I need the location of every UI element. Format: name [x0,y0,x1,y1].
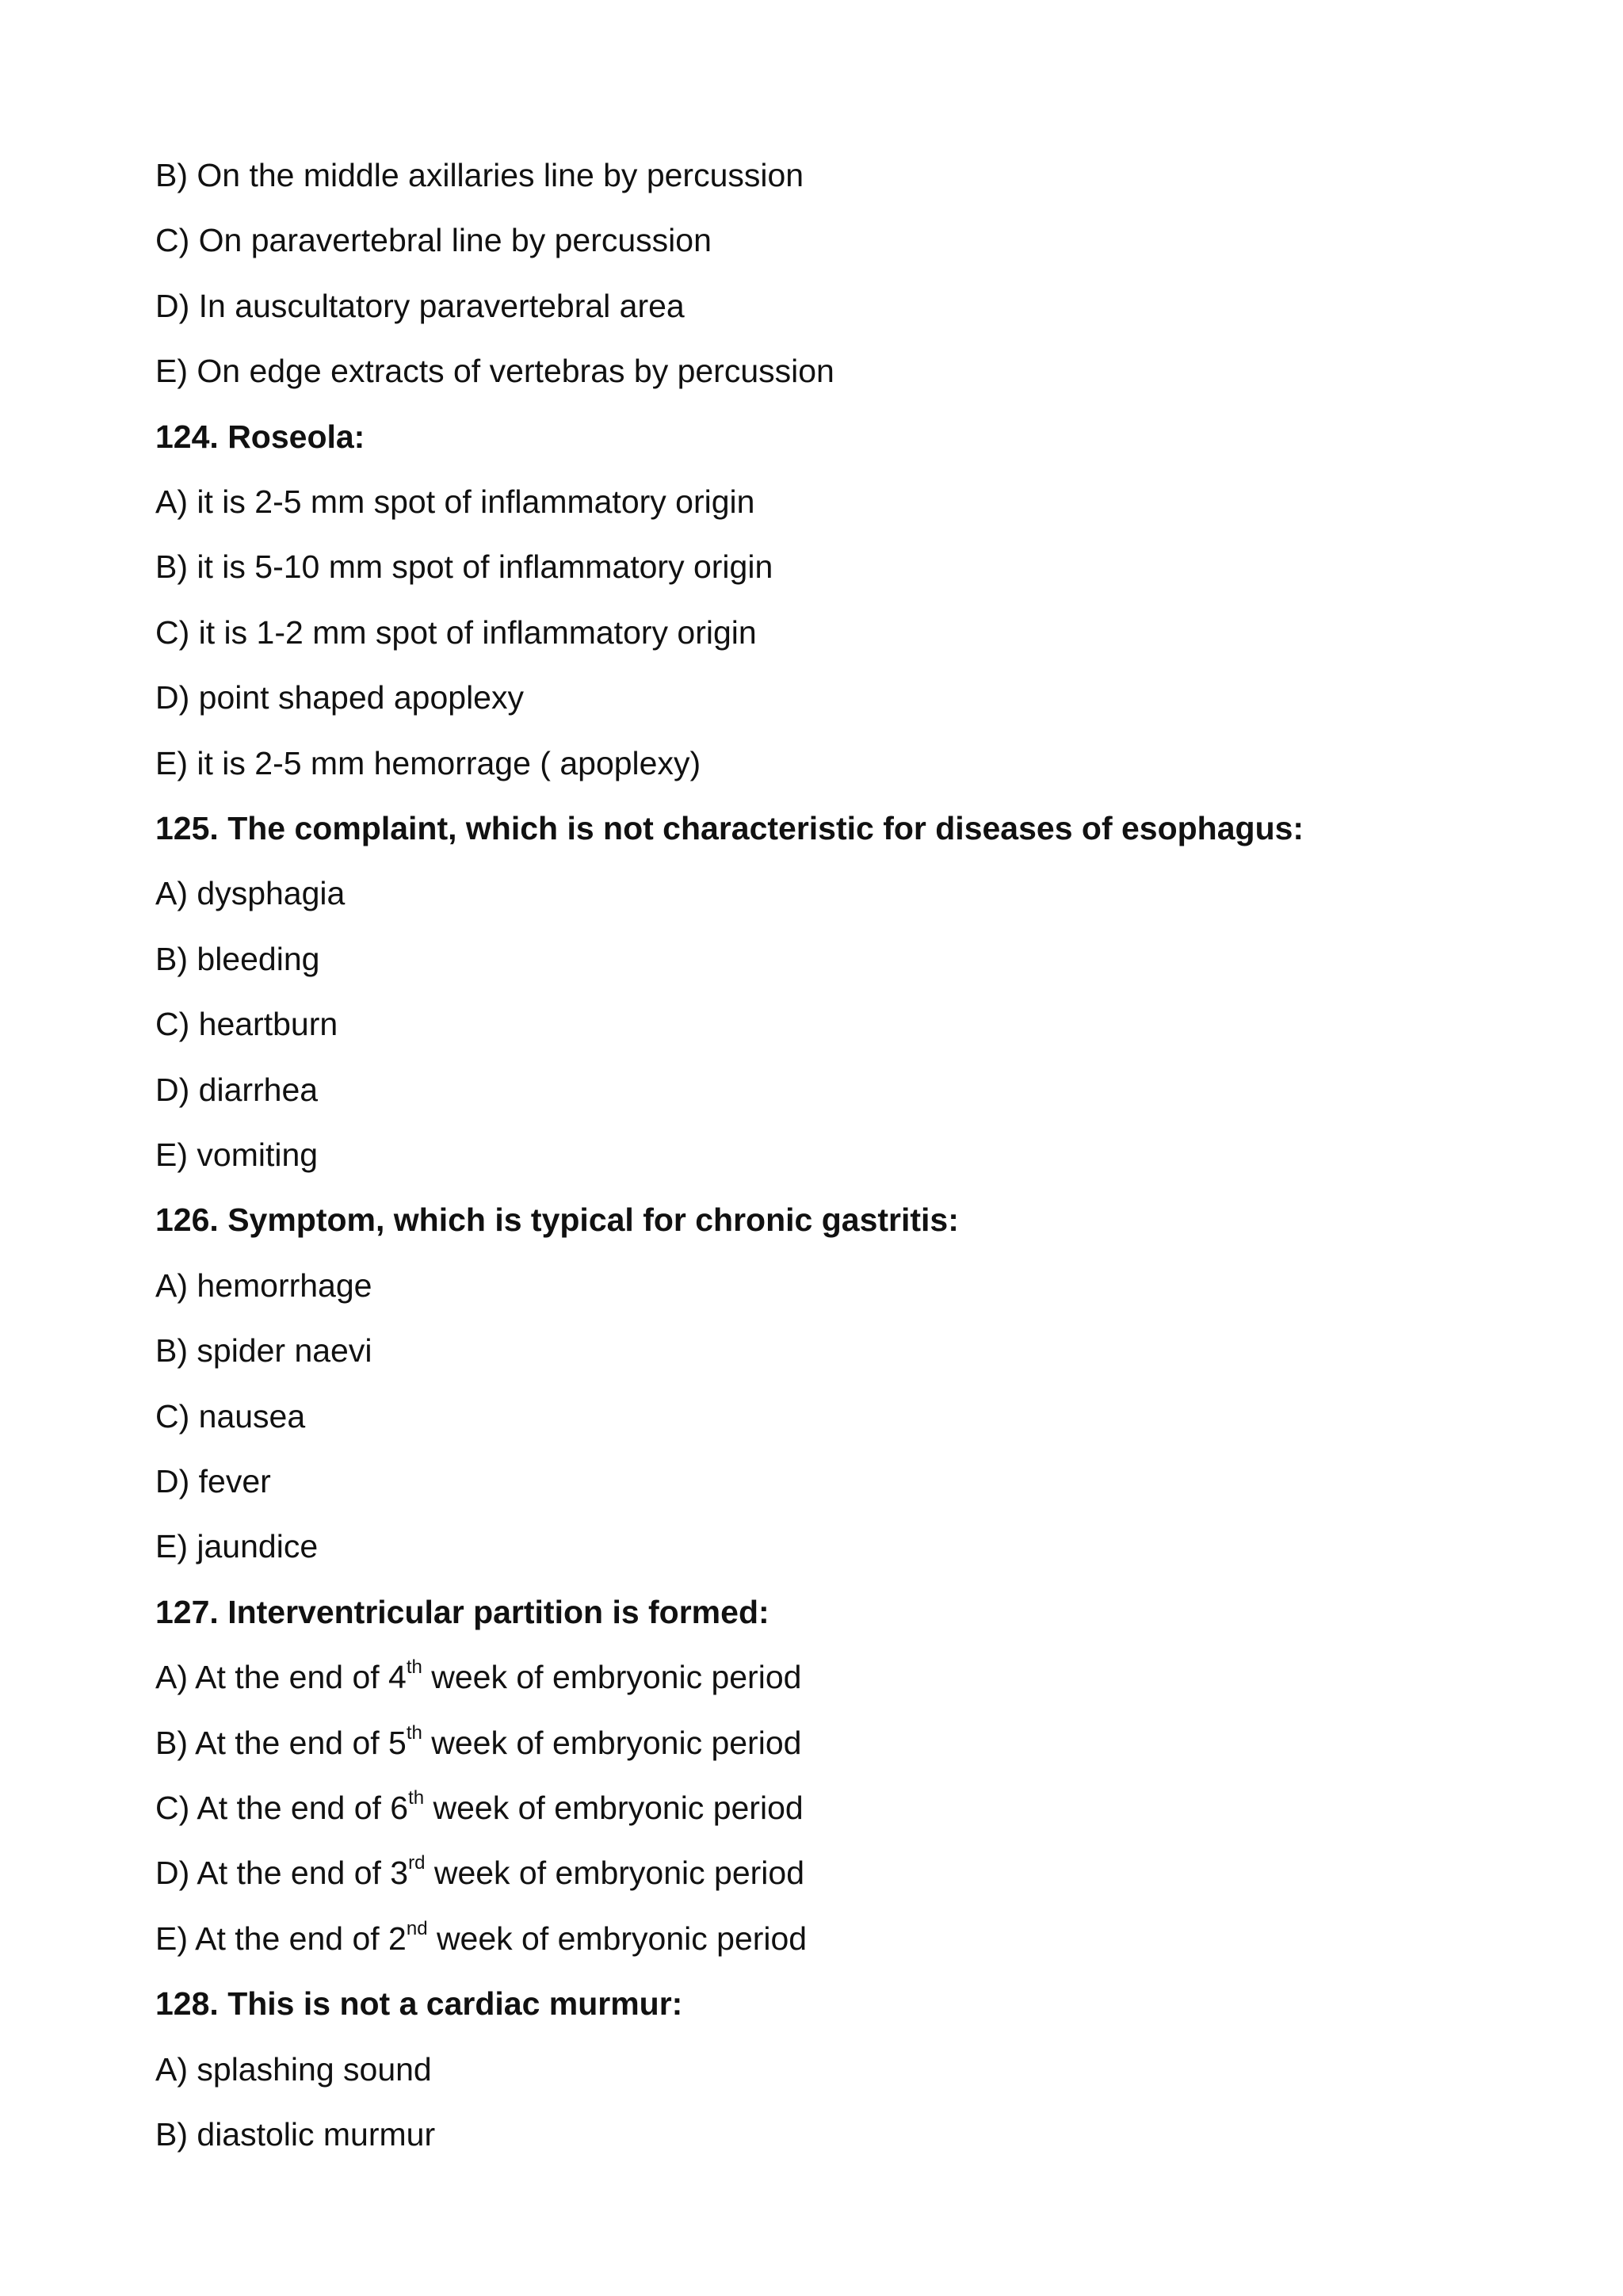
option-text-end: week of embryonic period [427,1920,808,1957]
answer-option: D) diarrhea [155,1072,319,1108]
answer-option: A) splashing sound [155,2051,432,2088]
answer-option [155,1788,804,1828]
question-text: 127. Interventricular partition is formed: [155,1594,769,1630]
option-text-end: week of embryonic period [422,1659,802,1695]
option-text-end: week of embryonic period [425,1855,805,1891]
answer-option: C) On paravertebral line by percussion [155,222,712,258]
answer-option: D) In auscultatory paravertebral area [155,288,685,324]
answer-option: A) hemorrhage [155,1267,372,1304]
option-text-start: B) At the end of 5 [155,1725,407,1761]
option-text-start: C) At the end of 6 [155,1790,409,1826]
ordinal-suffix: th [406,1656,422,1679]
answer-option: B) diastolic murmur [155,2116,436,2153]
option-text-end: week of embryonic period [424,1790,804,1826]
option-text-start: A) At the end of 4 [155,1659,407,1695]
answer-option: C) heartburn [155,1006,338,1042]
ordinal-suffix: th [406,1722,422,1744]
question-text: 126. Symptom, which is typical for chronic gastritis: [155,1201,959,1238]
answer-option: B) it is 5-10 mm spot of inflammatory origin [155,548,773,585]
answer-option: C) it is 1-2 mm spot of inflammatory origin [155,614,757,651]
answer-option: E) jaundice [155,1528,319,1564]
option-text-start: E) At the end of 2 [155,1920,407,1957]
answer-option: A) it is 2-5 mm spot of inflammatory origin [155,483,755,520]
option-text-start: D) At the end of 3 [155,1855,409,1891]
answer-option: B) spider naevi [155,1332,372,1369]
ordinal-suffix: rd [408,1852,426,1874]
answer-option: A) dysphagia [155,875,346,911]
answer-option: B) On the middle axillaries line by percussion [155,157,804,193]
answer-option [155,1657,801,1697]
question-text: 125. The complaint, which is not characteristic for diseases of esophagus: [155,810,1304,846]
answer-option: D) point shaped apoplexy [155,679,524,716]
ordinal-suffix: th [408,1787,425,1809]
question-text: 124. Roseola: [155,418,365,455]
answer-option: B) bleeding [155,941,320,977]
answer-option [155,1723,801,1763]
answer-option [155,1919,807,1958]
answer-option: E) it is 2-5 mm hemorrage ( apoplexy) [155,745,701,781]
option-text-end: week of embryonic period [422,1725,802,1761]
question-text: 128. This is not a cardiac murmur: [155,1985,683,2022]
answer-option: D) fever [155,1463,271,1499]
answer-option: E) On edge extracts of vertebras by percussion [155,353,834,389]
answer-option [155,1853,804,1893]
answer-option: C) nausea [155,1398,306,1435]
ordinal-suffix: nd [406,1918,428,1940]
answer-option: E) vomiting [155,1137,319,1173]
